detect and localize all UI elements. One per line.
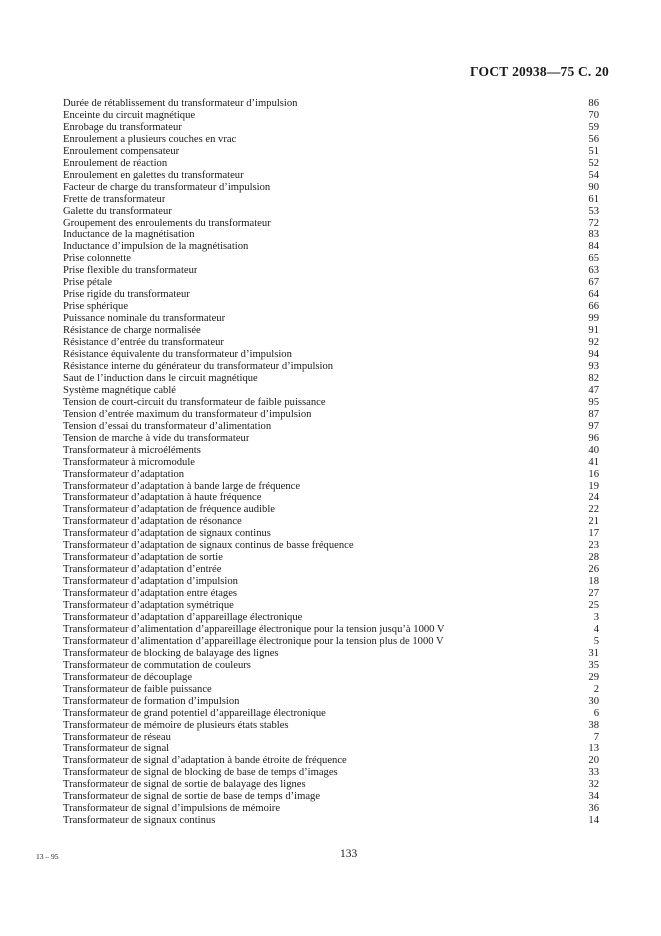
index-page-ref: 53 [588,205,599,217]
index-page-ref: 27 [588,588,599,600]
index-entry [63,98,599,110]
index-page-ref: 36 [588,803,599,815]
index-page-ref: 19 [588,480,599,492]
index-term: Enrobage du transformateur [63,121,182,133]
index-page-ref: 25 [588,600,599,612]
index-page-ref: 95 [588,396,599,408]
index-entry [63,779,599,791]
index-entry [63,445,599,457]
index-term: Puissance nominale du transformateur [63,313,226,325]
index-entry [63,409,599,421]
index-entry [63,146,599,158]
index-term: Transformateur d’adaptation entre étages [63,588,238,600]
index-term: Résistance de charge normalisée [63,325,201,337]
index-entry [63,313,599,325]
index-page-ref: 84 [588,241,599,253]
index-term: Frette de transformateur [63,193,166,205]
index-page-ref: 7 [593,731,599,743]
index-page-ref: 61 [588,193,599,205]
index-entry [63,600,599,612]
index-page-ref: 72 [588,217,599,229]
index-page-ref: 41 [588,456,599,468]
index-page-ref: 35 [588,659,599,671]
index-term: Transformateur d’adaptation à bande large de fréquence [63,480,301,492]
index-entry [63,158,599,170]
index-entry [63,325,599,337]
index-term: Transformateur de signal d’adaptation à bande étroite de fréquence [63,755,347,767]
index-term: Transformateur de signal de sortie de base de temps d’image [63,791,321,803]
index-entry [63,528,599,540]
index-term: Résistance interne du générateur du transformateur d’impulsion [63,360,334,372]
index-page-ref: 93 [588,360,599,372]
index-entry [63,791,599,803]
index-page-ref: 54 [588,169,599,181]
index-page-ref: 4 [593,623,599,635]
index-page-ref: 34 [588,791,599,803]
index-page-ref: 14 [588,815,599,827]
index-entry [63,492,599,504]
index-term: Prise rigide du transformateur [63,289,190,301]
index-term: Durée de rétablissement du transformateur d’impulsion [63,98,298,109]
index-term: Tension d’entrée maximum du transformateur d’impulsion [63,408,312,420]
index-term: Transformateur d’adaptation d’appareillage électronique [63,611,303,623]
index-page-ref: 33 [588,767,599,779]
index-entry [63,564,599,576]
index-term: Transformateur de signal [63,743,170,755]
index-entry [63,648,599,660]
document-header: ГОСТ 20938—75 С. 20 [470,64,609,79]
index-page-ref: 5 [593,635,599,647]
index-term: Transformateur de découplage [63,671,193,683]
index-entry [63,743,599,755]
footer-code: 13 – 95 [36,852,59,861]
index-page-ref: 67 [588,277,599,289]
index-term: Enroulement compensateur [63,145,180,157]
index-entry [63,241,599,253]
index-page-ref: 38 [588,719,599,731]
index-entry [63,755,599,767]
index-entry [63,218,599,230]
index-entry [63,301,599,313]
index-term: Transformateur de commutation de couleurs [63,659,251,671]
index-entry [63,277,599,289]
index-term: Transformateur de grand potentiel d’appareillage électronique [63,707,326,719]
index-term: Enroulement de réaction [63,157,168,169]
index-term: Transformateur d’adaptation de sortie [63,552,223,564]
index-entry [63,504,599,516]
index-term: Transformateur d’adaptation de résonance [63,516,242,528]
index-term: Prise pétale [63,277,113,289]
index-page-ref: 92 [588,337,599,349]
index-page-ref: 82 [588,372,599,384]
index-entry [63,134,599,146]
index-entry [63,361,599,373]
index-entry [63,182,599,194]
index-page-ref: 32 [588,779,599,791]
index-page-ref: 28 [588,552,599,564]
index-entry [63,385,599,397]
index-term: Transformateur d’alimentation d’appareillage électronique pour la tension plus de 1000 V [63,635,444,647]
index-term: Transformateur de mémoire de plusieurs états stables [63,719,289,731]
index-term: Enroulement a plusieurs couches en vrac [63,133,237,145]
index-page-ref: 56 [588,133,599,145]
index-entry [63,660,599,672]
index-term: Tension de marche à vide du transformateur [63,432,250,444]
index-term: Transformateur d’adaptation d’entrée [63,564,222,576]
index-page-ref: 64 [588,289,599,301]
index-term: Inductance d’impulsion de la magnétisation [63,241,249,253]
index-term: Transformateur de signaux continus [63,815,216,827]
index-term: Prise colonnette [63,253,131,265]
index-entry [63,636,599,648]
index-term: Transformateur de blocking de balayage des lignes [63,647,279,659]
index-entry [63,612,599,624]
index-term: Transformateur de signal de blocking de base de temps d’images [63,767,338,779]
index-term: Transformateur d’adaptation de signaux continus [63,528,271,540]
index-entry [63,516,599,528]
index-term: Facteur de charge du transformateur d’impulsion [63,181,271,193]
index-entry [63,696,599,708]
index-term: Transformateur d’adaptation symétrique [63,600,234,612]
index-list [63,98,599,827]
index-page-ref: 18 [588,576,599,588]
index-term: Tension de court-circuit du transformateur de faible puissance [63,396,326,408]
index-page-ref: 23 [588,540,599,552]
index-page-ref: 2 [593,683,599,695]
index-entry [63,481,599,493]
index-entry [63,373,599,385]
index-entry [63,672,599,684]
index-term: Transformateur d’adaptation [63,468,185,480]
index-page-ref: 66 [588,301,599,313]
index-page-ref: 47 [588,384,599,396]
index-page-ref: 6 [593,707,599,719]
index-page-ref: 83 [588,229,599,241]
index-entry [63,576,599,588]
index-page-ref: 65 [588,253,599,265]
index-term: Transformateur d’adaptation de fréquence audible [63,504,275,516]
index-term: Transformateur d’alimentation d’appareillage électronique pour la tension jusqu’à 1000 V [63,623,445,635]
index-page-ref: 59 [588,121,599,133]
index-entry [63,684,599,696]
index-page-ref: 26 [588,564,599,576]
index-page-ref: 51 [588,145,599,157]
index-page-ref: 21 [588,516,599,528]
index-page-ref: 90 [588,181,599,193]
index-entry [63,803,599,815]
index-page-ref: 97 [588,420,599,432]
index-page-ref: 17 [588,528,599,540]
index-entry [63,206,599,218]
index-term: Enceinte du circuit magnétique [63,109,196,121]
index-term: Transformateur de formation d’impulsion [63,695,240,707]
index-entry [63,552,599,564]
index-term: Inductance de la magnétisation [63,229,195,241]
index-term: Transformateur d’adaptation d’impulsion [63,576,238,588]
index-entry [63,349,599,361]
index-entry [63,433,599,445]
index-entry [63,337,599,349]
index-page-ref: 91 [588,325,599,337]
index-entry [63,253,599,265]
index-entry [63,122,599,134]
index-entry [63,194,599,206]
index-term: Prise sphérique [63,301,129,313]
index-entry [63,289,599,301]
index-entry [63,732,599,744]
index-entry [63,708,599,720]
index-entry [63,540,599,552]
index-entry [63,767,599,779]
index-page-ref: 96 [588,432,599,444]
index-entry [63,421,599,433]
index-term: Transformateur de signal de sortie de balayage des lignes [63,779,306,791]
index-entry [63,815,599,827]
index-term: Transformateur de faible puissance [63,683,212,695]
index-page-ref: 16 [588,468,599,480]
index-term: Prise flexible du transformateur [63,265,198,277]
index-page-ref: 29 [588,671,599,683]
index-entry [63,265,599,277]
index-page-ref: 87 [588,408,599,420]
index-term: Transformateur à microéléments [63,444,201,456]
index-term: Transformateur d’adaptation à haute fréquence [63,492,262,504]
index-page-ref: 20 [588,755,599,767]
index-page-ref: 40 [588,444,599,456]
index-page-ref: 30 [588,695,599,707]
index-page-ref: 13 [588,743,599,755]
index-entry [63,397,599,409]
index-page-ref: 94 [588,349,599,361]
index-page-ref: 24 [588,492,599,504]
index-term: Système magnétique cablé [63,384,176,396]
index-term: Transformateur d’adaptation de signaux continus de basse fréquence [63,540,354,552]
index-term: Résistance équivalente du transformateur d’impulsion [63,349,292,361]
index-page-ref: 99 [588,313,599,325]
index-entry [63,229,599,241]
index-page-ref: 22 [588,504,599,516]
index-page-ref: 52 [588,157,599,169]
index-page-ref: 31 [588,647,599,659]
index-entry [63,720,599,732]
index-term: Tension d’essai du transformateur d’alimentation [63,420,272,432]
index-entry [63,170,599,182]
index-page-ref: 63 [588,265,599,277]
index-entry [63,624,599,636]
index-term: Enroulement en galettes du transformateur [63,169,244,181]
index-entry [63,457,599,469]
index-term: Transformateur de signal d’impulsions de mémoire [63,803,281,815]
index-entry [63,588,599,600]
index-page-ref: 3 [593,611,599,623]
index-term: Transformateur de réseau [63,731,171,743]
page-number: 133 [340,848,358,860]
index-term: Groupement des enroulements du transformateur [63,217,271,229]
index-page-ref: 86 [588,98,599,109]
index-entry [63,110,599,122]
index-term: Transformateur à micromodule [63,456,195,468]
index-term: Saut de l’induction dans le circuit magnétique [63,372,258,384]
index-page-ref: 70 [588,109,599,121]
index-term: Résistance d’entrée du transformateur [63,337,224,349]
index-term: Galette du transformateur [63,205,172,217]
index-entry [63,469,599,481]
